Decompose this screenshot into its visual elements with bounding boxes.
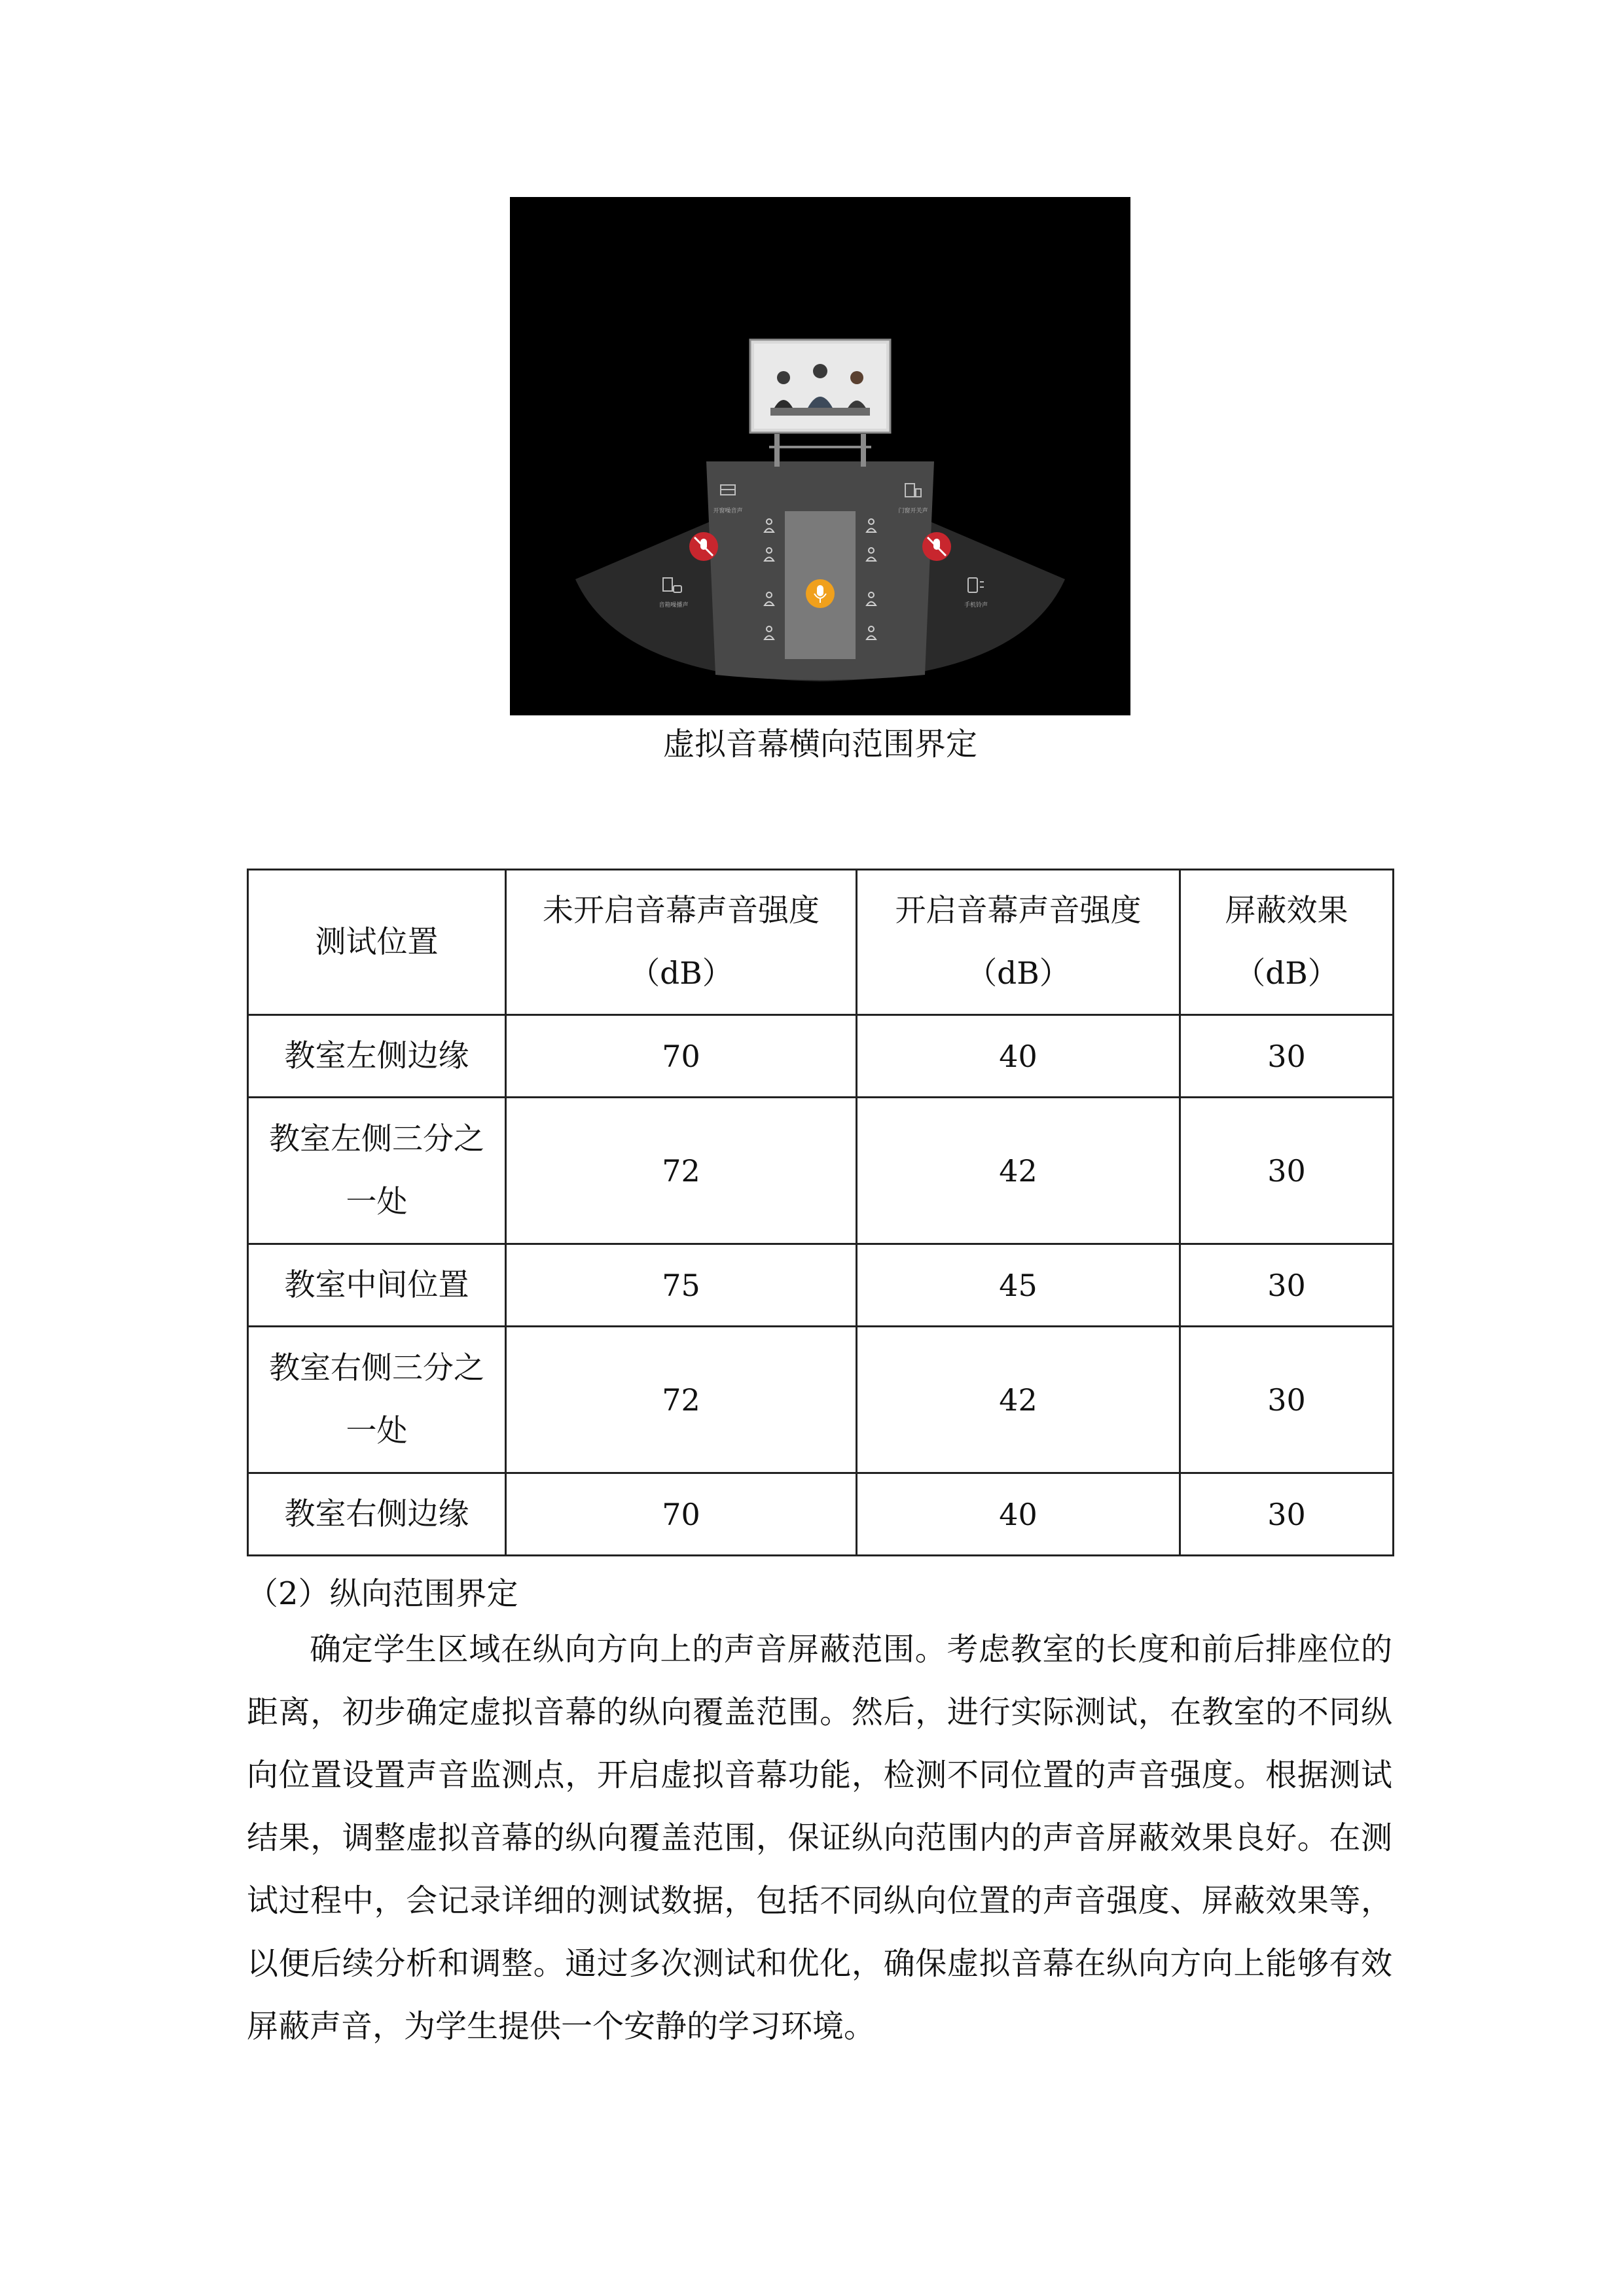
table-row [248, 1015, 1394, 1098]
table-header-row [248, 870, 1394, 1015]
header-test-position: 测试位置 [248, 870, 506, 1015]
cell-effect: 30 [1180, 1098, 1394, 1244]
cell-sound-off: 72 [506, 1327, 857, 1473]
cell-sound-off: 70 [506, 1015, 857, 1098]
cell-sound-on: 42 [857, 1098, 1180, 1244]
speaker-label: 音箱噪播声 [659, 602, 689, 609]
display-screen [750, 340, 890, 467]
cell-sound-off: 72 [506, 1098, 857, 1244]
cell-sound-off: 75 [506, 1244, 857, 1327]
sound-test-table [247, 869, 1394, 1556]
cell-position: 教室左侧三分之 一处 [248, 1098, 506, 1244]
table-row [248, 1098, 1394, 1244]
cell-sound-off: 70 [506, 1473, 857, 1556]
door-label: 门窗开关声 [898, 508, 928, 514]
cell-position: 教室右侧边缘 [248, 1473, 506, 1556]
phone-label: 手机铃声 [964, 602, 988, 609]
cell-sound-on: 40 [857, 1473, 1180, 1556]
cell-sound-on: 42 [857, 1327, 1180, 1473]
cell-effect: 30 [1180, 1327, 1394, 1473]
header-shielding-effect: 屏蔽效果 （dB） [1180, 870, 1394, 1015]
cell-effect: 30 [1180, 1015, 1394, 1098]
header-sound-on: 开启音幕声音强度 （dB） [857, 870, 1180, 1015]
body-paragraph: 确定学生区域在纵向方向上的声音屏蔽范围。考虑教室的长度和前后排座位的距离，初步确定虚拟音幕的纵向覆盖范围。然后，进行实际测试，在教室的不同纵向位置设置声音监测点，开启虚拟音幕功能，检测不同位置的声音强度。根据测试结果，调整虚拟音幕的纵向覆盖范围，保证纵向范围内的声音屏蔽效果良好。在测试过程中，会记录详细的测试数据，包括不同纵向位置的声音强度、屏蔽效果等，以便后续分析和调整。通过多次测试和优化，确保虚拟音幕在纵向方向上能够有效屏蔽声音，为学生提供一个安静的学习环境。 [247, 1631, 1392, 2045]
header-sound-off: 未开启音幕声音强度 （dB） [506, 870, 857, 1015]
microphone-icon [806, 579, 835, 608]
table-row [248, 1473, 1394, 1556]
mute-icon-left [689, 532, 718, 561]
cell-position: 教室右侧三分之 一处 [248, 1327, 506, 1473]
cell-effect: 30 [1180, 1473, 1394, 1556]
table-row [248, 1244, 1394, 1327]
cell-position: 教室左侧边缘 [248, 1015, 506, 1098]
cell-effect: 30 [1180, 1244, 1394, 1327]
cell-position: 教室中间位置 [248, 1244, 506, 1327]
virtual-sound-curtain-figure [510, 197, 1130, 715]
cell-sound-on: 40 [857, 1015, 1180, 1098]
mute-icon-right [922, 532, 951, 561]
open-window-label: 开窗噪音声 [713, 508, 743, 514]
table-row [248, 1327, 1394, 1473]
cell-sound-on: 45 [857, 1244, 1180, 1327]
figure-caption: 虚拟音幕横向范围界定 [662, 726, 977, 762]
section-heading: （2）纵向范围界定 [247, 1575, 518, 1612]
figure-illustration [510, 197, 1130, 715]
